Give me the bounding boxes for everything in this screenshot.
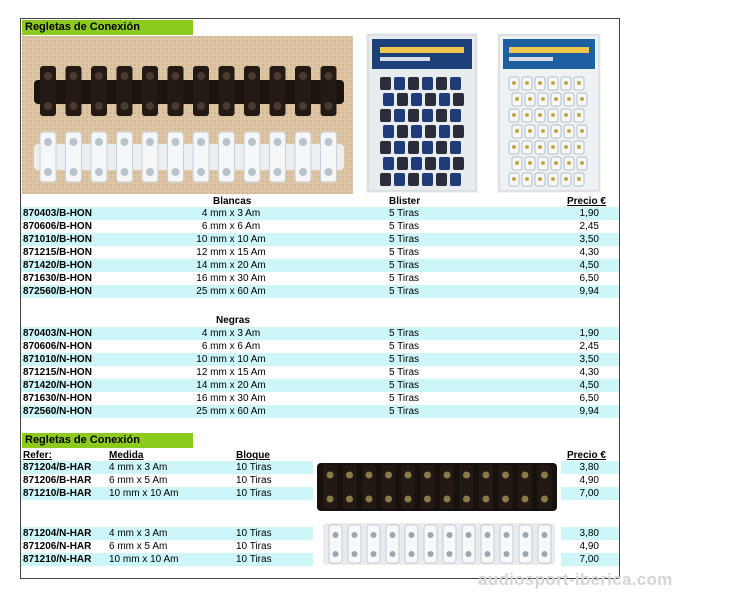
product-code: 871420/N-HON (23, 380, 92, 391)
product-price: 2,45 (579, 221, 599, 232)
product-blister: 5 Tiras (389, 273, 420, 284)
product-bloque: 10 Tiras (236, 488, 272, 499)
product-medida: 25 mm x 60 Am (196, 286, 266, 297)
product-price: 4,90 (579, 541, 599, 552)
product-blister: 5 Tiras (389, 286, 420, 297)
product-medida: 16 mm x 30 Am (196, 393, 266, 404)
table-row (21, 220, 619, 233)
product-blister: 5 Tiras (389, 234, 420, 245)
product-code: 871206/N-HAR (23, 541, 92, 552)
terminal-strips-photo (22, 36, 353, 194)
product-bloque: 10 Tiras (236, 475, 272, 486)
watermark: audiosport-iberica.com (478, 570, 673, 589)
table-row (21, 207, 619, 220)
blister-clear-photo (497, 33, 601, 193)
price-sheet (20, 18, 620, 579)
product-medida: 6 mm x 5 Am (109, 475, 168, 486)
product-blister: 5 Tiras (389, 380, 420, 391)
product-blister: 5 Tiras (389, 354, 420, 365)
product-medida: 16 mm x 30 Am (196, 273, 266, 284)
product-medida: 10 mm x 10 Am (109, 488, 179, 499)
product-price: 9,94 (579, 286, 599, 297)
product-blister: 5 Tiras (389, 328, 420, 339)
product-price: 3,80 (579, 528, 599, 539)
product-code: 871215/B-HON (23, 247, 92, 258)
product-code: 870403/B-HON (23, 208, 92, 219)
header-negras: Negras (216, 315, 250, 326)
product-price: 1,90 (579, 328, 599, 339)
product-code: 871215/N-HON (23, 367, 92, 378)
product-medida: 25 mm x 60 Am (196, 406, 266, 417)
product-price: 7,00 (579, 488, 599, 499)
product-medida: 10 mm x 10 Am (109, 554, 179, 565)
product-code: 871204/B-HAR (23, 462, 92, 473)
header-refer: Refer: (23, 450, 52, 461)
terminal-blocks-photo (313, 459, 561, 569)
product-price: 4,30 (579, 247, 599, 258)
product-price: 6,50 (579, 393, 599, 404)
product-code: 871630/B-HON (23, 273, 92, 284)
product-bloque: 10 Tiras (236, 541, 272, 552)
product-blister: 5 Tiras (389, 341, 420, 352)
product-medida: 14 mm x 20 Am (196, 380, 266, 391)
section1-title: Regletas de Conexión (22, 20, 193, 35)
product-medida: 4 mm x 3 Am (109, 462, 168, 473)
product-price: 4,90 (579, 475, 599, 486)
table-row (21, 379, 619, 392)
table-row (21, 327, 619, 340)
product-blister: 5 Tiras (389, 367, 420, 378)
product-blister: 5 Tiras (389, 260, 420, 271)
product-price: 4,50 (579, 380, 599, 391)
product-medida: 10 mm x 10 Am (196, 354, 266, 365)
product-code: 871204/N-HAR (23, 528, 92, 539)
table-row (21, 259, 619, 272)
product-medida: 12 mm x 15 Am (196, 367, 266, 378)
product-code: 871420/B-HON (23, 260, 92, 271)
header-precio: Precio € (567, 196, 606, 207)
product-medida: 4 mm x 3 Am (201, 328, 261, 339)
product-price: 3,80 (579, 462, 599, 473)
table-row (21, 272, 619, 285)
product-medida: 6 mm x 5 Am (109, 541, 168, 552)
table-row (21, 340, 619, 353)
product-code: 870606/N-HON (23, 341, 92, 352)
product-code: 871210/B-HAR (23, 488, 92, 499)
product-price: 7,00 (579, 554, 599, 565)
product-medida: 6 mm x 6 Am (201, 221, 261, 232)
product-medida: 4 mm x 3 Am (109, 528, 168, 539)
product-blister: 5 Tiras (389, 393, 420, 404)
header-medida: Medida (109, 450, 144, 461)
product-bloque: 10 Tiras (236, 528, 272, 539)
product-price: 6,50 (579, 273, 599, 284)
product-medida: 14 mm x 20 Am (196, 260, 266, 271)
product-blister: 5 Tiras (389, 208, 420, 219)
product-medida: 6 mm x 6 Am (201, 341, 261, 352)
product-code: 870606/B-HON (23, 221, 92, 232)
product-price: 3,50 (579, 354, 599, 365)
product-price: 1,90 (579, 208, 599, 219)
product-price: 4,50 (579, 260, 599, 271)
table-row (21, 233, 619, 246)
table-row (21, 405, 619, 418)
product-bloque: 10 Tiras (236, 462, 272, 473)
product-code: 871010/N-HON (23, 354, 92, 365)
product-code: 871630/N-HON (23, 393, 92, 404)
product-price: 3,50 (579, 234, 599, 245)
table-row (21, 285, 619, 298)
header-blister: Blister (389, 196, 421, 207)
header-blancas: Blancas (213, 196, 252, 207)
product-blister: 5 Tiras (389, 406, 420, 417)
table-row (21, 353, 619, 366)
product-code: 871206/B-HAR (23, 475, 92, 486)
section2-title: Regletas de Conexión (22, 433, 193, 448)
product-medida: 12 mm x 15 Am (196, 247, 266, 258)
product-blister: 5 Tiras (389, 221, 420, 232)
product-price: 4,30 (579, 367, 599, 378)
table-row (21, 392, 619, 405)
table-row (21, 366, 619, 379)
product-code: 871010/B-HON (23, 234, 92, 245)
product-code: 872560/N-HON (23, 406, 92, 417)
product-code: 871210/N-HAR (23, 554, 92, 565)
product-code: 872560/B-HON (23, 286, 92, 297)
blister-blue-photo (366, 33, 478, 193)
product-code: 870403/N-HON (23, 328, 92, 339)
product-medida: 10 mm x 10 Am (196, 234, 266, 245)
product-bloque: 10 Tiras (236, 554, 272, 565)
product-price: 2,45 (579, 341, 599, 352)
product-price: 9,94 (579, 406, 599, 417)
product-medida: 4 mm x 3 Am (201, 208, 261, 219)
header-precio-2: Precio € (567, 450, 606, 461)
header-bloque: Bloque (236, 450, 270, 461)
product-blister: 5 Tiras (389, 247, 420, 258)
table-row (21, 246, 619, 259)
